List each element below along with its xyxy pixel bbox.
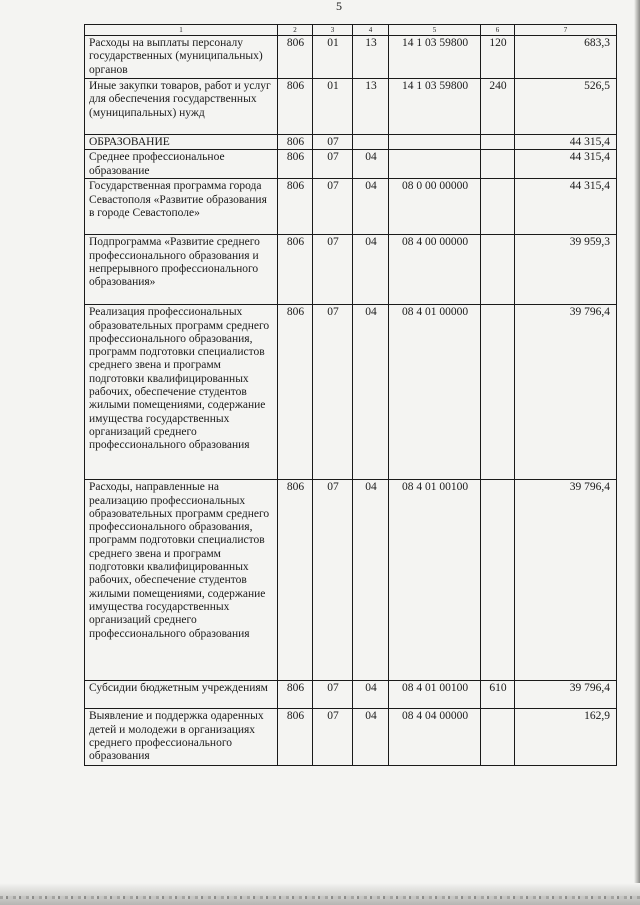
section-code: 07 [313,235,353,305]
dept-code: 806 [278,681,313,709]
amount: 39 796,4 [515,305,617,480]
section-code: 07 [313,305,353,480]
section-code: 01 [313,79,353,135]
row-name: ОБРАЗОВАНИЕ [85,135,278,150]
dept-code: 806 [278,480,313,681]
expense-type-code [481,709,515,766]
column-header: 2 [278,25,313,36]
subsection-code [353,135,389,150]
expense-type-code: 120 [481,36,515,79]
row-name: Реализация профессиональных образовательных программ среднего профессионального образования, программ подготовки специалистов среднего звена и программ подготовки квалифицированных рабочих, обеспечение студентов жилыми помещениями, содержание имущества государственных организаций среднего профессионального образования [85,305,278,480]
budget-table [84,24,617,766]
column-header: 7 [515,25,617,36]
amount: 162,9 [515,709,617,766]
scan-edge-shadow [634,0,640,905]
amount: 39 796,4 [515,681,617,709]
table-row [85,681,617,709]
section-code: 07 [313,150,353,179]
amount: 44 315,4 [515,135,617,150]
row-name: Подпрограмма «Развитие среднего профессионального образования и непрерывного профессионального образования» [85,235,278,305]
expense-type-code: 610 [481,681,515,709]
section-code: 07 [313,179,353,235]
scan-bottom-shadow [0,883,640,905]
expense-type-code [481,150,515,179]
section-code: 07 [313,135,353,150]
section-code: 07 [313,709,353,766]
target-article-code: 08 4 04 00000 [389,709,481,766]
expense-type-code: 240 [481,79,515,135]
target-article-code: 14 1 03 59800 [389,36,481,79]
row-name: Расходы, направленные на реализацию профессиональных образовательных программ среднего профессионального образования, программ подготовки специалистов среднего звена и программ подготовки квалифицированных рабочих, обеспечение студентов жилыми помещениями, содержание имущества государственных организаций среднего профессионального образования [85,480,278,681]
dept-code: 806 [278,79,313,135]
column-header: 6 [481,25,515,36]
expense-type-code [481,235,515,305]
subsection-code: 04 [353,709,389,766]
table-row [85,305,617,480]
dept-code: 806 [278,36,313,79]
table-row [85,480,617,681]
dept-code: 806 [278,135,313,150]
table-row [85,235,617,305]
section-code: 07 [313,681,353,709]
row-name: Среднее профессиональное образование [85,150,278,179]
amount: 39 796,4 [515,480,617,681]
scan-streak [0,896,640,899]
table-row [85,709,617,766]
subsection-code: 04 [353,150,389,179]
table-row [85,179,617,235]
target-article-code [389,150,481,179]
row-name: Государственная программа города Севастополя «Развитие образования в городе Севастополе» [85,179,278,235]
dept-code: 806 [278,709,313,766]
subsection-code: 04 [353,681,389,709]
table-row [85,79,617,135]
row-name: Субсидии бюджетным учреждениям [85,681,278,709]
expense-type-code [481,135,515,150]
subsection-code: 13 [353,36,389,79]
subsection-code: 04 [353,179,389,235]
amount: 39 959,3 [515,235,617,305]
column-header: 1 [85,25,278,36]
subsection-code: 13 [353,79,389,135]
dept-code: 806 [278,179,313,235]
target-article-code: 08 4 01 00100 [389,480,481,681]
expense-type-code [481,179,515,235]
table-row [85,150,617,179]
section-code: 01 [313,36,353,79]
dept-code: 806 [278,235,313,305]
table-row [85,135,617,150]
target-article-code: 08 4 00 00000 [389,235,481,305]
target-article-code: 14 1 03 59800 [389,79,481,135]
target-article-code: 08 4 01 00100 [389,681,481,709]
page-number: 5 [336,0,342,13]
amount: 683,3 [515,36,617,79]
amount: 44 315,4 [515,150,617,179]
column-number-row [85,25,617,36]
table-row [85,36,617,79]
column-header: 5 [389,25,481,36]
dept-code: 806 [278,150,313,179]
target-article-code: 08 4 01 00000 [389,305,481,480]
amount: 526,5 [515,79,617,135]
subsection-code: 04 [353,480,389,681]
subsection-code: 04 [353,235,389,305]
row-name: Расходы на выплаты персоналу государственных (муниципальных) органов [85,36,278,79]
target-article-code: 08 0 00 00000 [389,179,481,235]
column-header: 3 [313,25,353,36]
target-article-code [389,135,481,150]
amount: 44 315,4 [515,179,617,235]
expense-type-code [481,305,515,480]
section-code: 07 [313,480,353,681]
column-header: 4 [353,25,389,36]
expense-type-code [481,480,515,681]
subsection-code: 04 [353,305,389,480]
row-name: Иные закупки товаров, работ и услуг для обеспечения государственных (муниципальных) нужд [85,79,278,135]
row-name: Выявление и поддержка одаренных детей и молодежи в организациях среднего профессионального образования [85,709,278,766]
dept-code: 806 [278,305,313,480]
